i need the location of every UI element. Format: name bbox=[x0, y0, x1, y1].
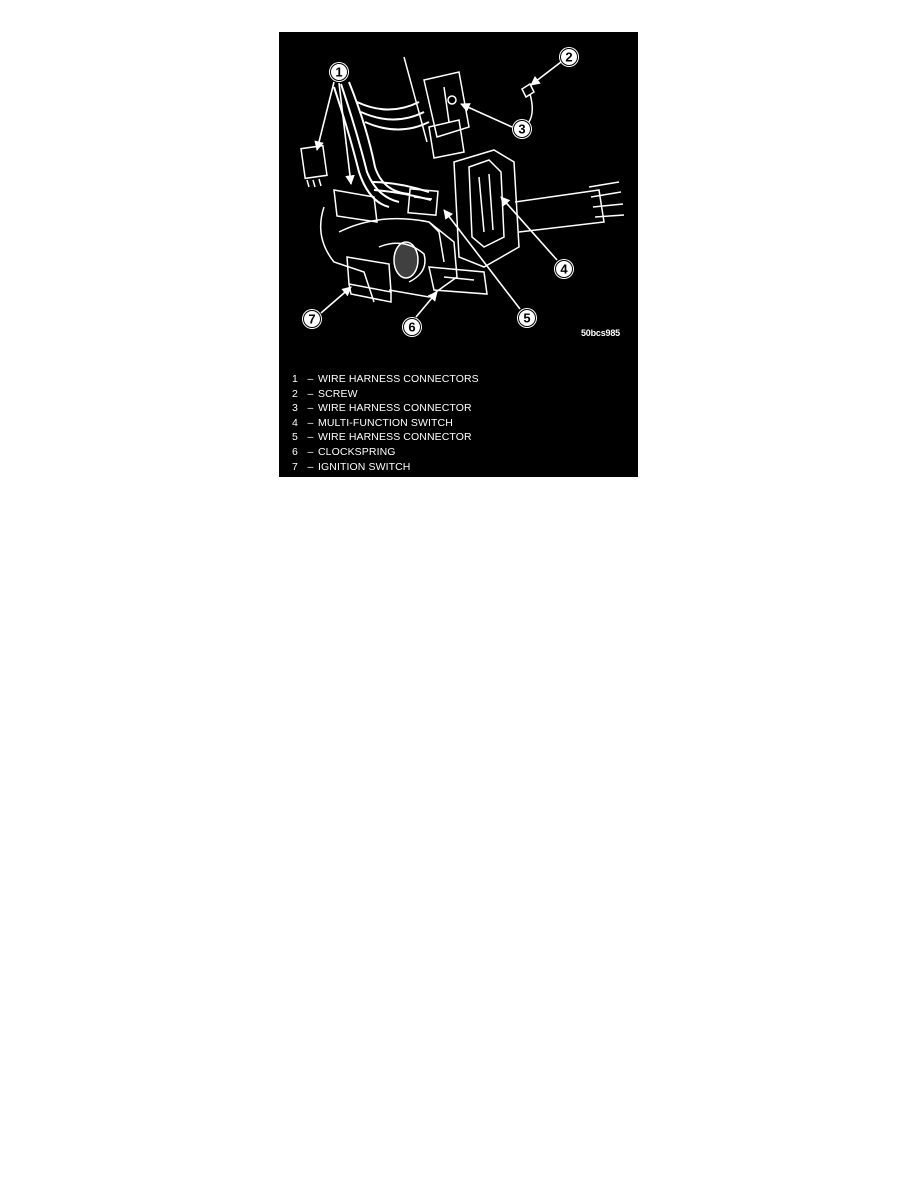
service-diagram bbox=[279, 32, 638, 477]
legend-number: 1 bbox=[292, 373, 298, 385]
legend-item bbox=[292, 401, 479, 416]
legend bbox=[292, 372, 479, 474]
legend-text: WIRE HARNESS CONNECTORS bbox=[318, 373, 479, 385]
svg-text:1: 1 bbox=[335, 64, 343, 80]
legend-text: IGNITION SWITCH bbox=[318, 460, 411, 473]
legend-text: WIRE HARNESS CONNECTOR bbox=[318, 402, 472, 415]
callout-6 bbox=[402, 317, 422, 337]
svg-text:7: 7 bbox=[308, 311, 316, 327]
leader-arrows bbox=[317, 62, 561, 317]
legend-text: MULTI-FUNCTION SWITCH bbox=[318, 416, 453, 429]
upper-connector bbox=[424, 72, 469, 158]
legend-item bbox=[292, 445, 479, 460]
legend-item bbox=[292, 387, 479, 402]
svg-text:5: 5 bbox=[523, 310, 531, 326]
legend-dash: – bbox=[307, 416, 314, 429]
svg-text:2: 2 bbox=[565, 49, 573, 65]
legend-item bbox=[292, 372, 479, 387]
callout-4 bbox=[554, 259, 574, 279]
legend-number: 7 bbox=[292, 460, 298, 473]
callout-5 bbox=[517, 308, 537, 328]
legend-number: 6 bbox=[292, 445, 298, 458]
legend-dash: – bbox=[307, 445, 314, 458]
center-connector bbox=[408, 189, 438, 215]
svg-text:6: 6 bbox=[408, 319, 416, 335]
svg-text:3: 3 bbox=[518, 121, 526, 137]
callout-2 bbox=[559, 47, 579, 67]
legend-item bbox=[292, 430, 479, 445]
legend-dash: – bbox=[307, 373, 314, 385]
legend-number: 2 bbox=[292, 387, 298, 400]
column-housing bbox=[321, 207, 457, 302]
legend-text: WIRE HARNESS CONNECTOR bbox=[318, 431, 472, 444]
multi-function-switch bbox=[454, 150, 624, 267]
callout-1 bbox=[329, 62, 349, 82]
callout-7 bbox=[302, 309, 322, 329]
legend-dash: – bbox=[307, 431, 314, 444]
legend-dash: – bbox=[307, 402, 314, 415]
figure-code: 50bcs985 bbox=[581, 328, 620, 338]
legend-dash: – bbox=[307, 460, 314, 473]
legend-dash: – bbox=[307, 387, 314, 400]
legend-number: 5 bbox=[292, 431, 298, 444]
legend-text: SCREW bbox=[318, 387, 358, 400]
ignition-switch bbox=[347, 257, 391, 302]
legend-number: 4 bbox=[292, 416, 298, 429]
legend-item bbox=[292, 460, 479, 475]
left-connectors bbox=[301, 146, 377, 222]
legend-item bbox=[292, 416, 479, 431]
svg-text:4: 4 bbox=[560, 261, 568, 277]
legend-number: 3 bbox=[292, 402, 298, 415]
clockspring bbox=[429, 267, 487, 294]
screw-part bbox=[522, 84, 534, 122]
callout-3 bbox=[512, 119, 532, 139]
legend-text: CLOCKSPRING bbox=[318, 445, 396, 458]
